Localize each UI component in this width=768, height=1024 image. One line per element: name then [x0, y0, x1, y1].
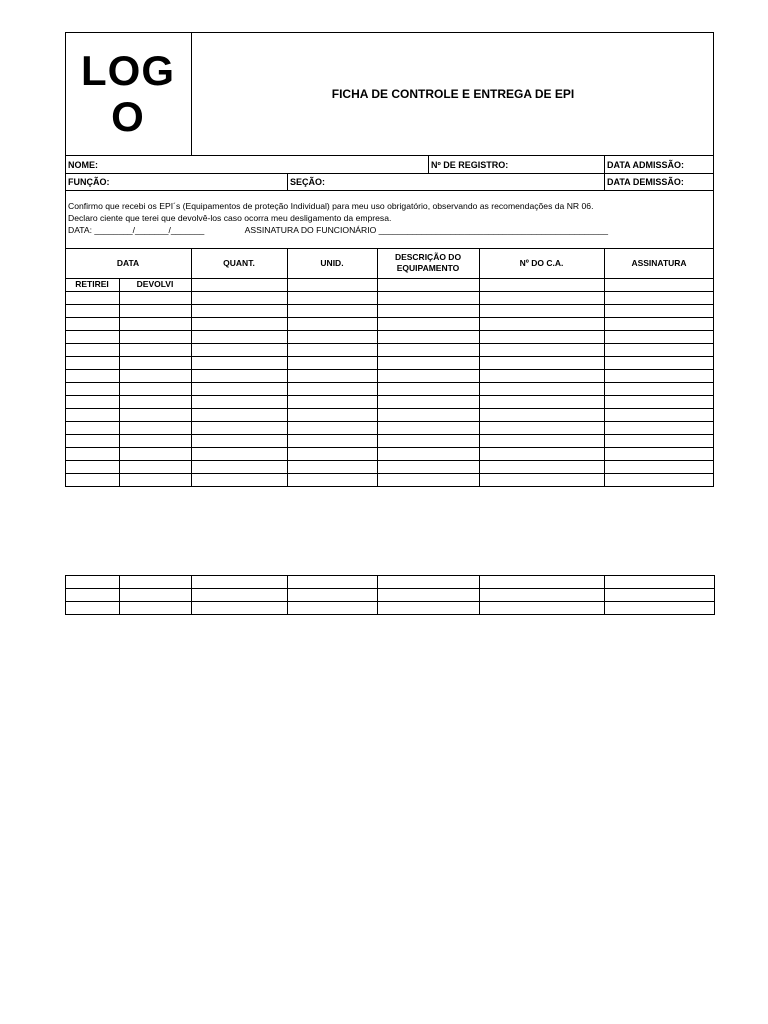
col-header-unid: UNID.: [320, 257, 344, 268]
table-cell[interactable]: [605, 576, 715, 589]
table-row[interactable]: [65, 395, 714, 396]
form-title: FICHA DE CONTROLE E ENTREGA DE EPI: [192, 32, 714, 156]
table-cell[interactable]: [480, 576, 605, 589]
table-cell[interactable]: [120, 602, 192, 615]
divider: [191, 248, 192, 487]
col-subheader-devolvi: DEVOLVI: [136, 279, 174, 289]
signature-blank[interactable]: ASSINATURA DO FUNCIONÁRIO ________________________________________________: [244, 225, 609, 235]
declaration-signature-line: [68, 224, 708, 236]
divider: [377, 248, 378, 487]
table-cell[interactable]: [378, 589, 480, 602]
table-row[interactable]: [65, 447, 714, 448]
logo-placeholder: [65, 32, 192, 156]
table-row[interactable]: [65, 369, 714, 370]
table-row[interactable]: [66, 576, 715, 589]
table-cell[interactable]: [480, 602, 605, 615]
table-cell[interactable]: [192, 602, 288, 615]
col-header-ca: Nº DO C.A.: [519, 257, 564, 268]
table-row[interactable]: [65, 330, 714, 331]
table-row[interactable]: [65, 356, 714, 357]
declaration-line: Declaro ciente que terei que devolvê-los caso ocorra meu desligamento da empresa.: [68, 213, 392, 223]
col-header-quant: QUANT.: [223, 257, 255, 268]
table-cell[interactable]: [378, 602, 480, 615]
divider: [479, 248, 480, 487]
logo-text-line2: O: [111, 92, 145, 140]
table-row[interactable]: [65, 421, 714, 422]
table-cell[interactable]: [66, 589, 120, 602]
table-row[interactable]: [65, 304, 714, 305]
table-cell[interactable]: [192, 589, 288, 602]
table-cell[interactable]: [120, 576, 192, 589]
field-data-demissao[interactable]: DATA DEMISSÃO:: [607, 176, 684, 187]
table-cell[interactable]: [605, 602, 715, 615]
table-row[interactable]: [65, 473, 714, 474]
table-cell[interactable]: [605, 589, 715, 602]
field-funcao[interactable]: FUNÇÃO:: [68, 176, 110, 187]
table-row[interactable]: [65, 434, 714, 435]
table-cell[interactable]: [66, 576, 120, 589]
table-cell[interactable]: [120, 589, 192, 602]
table-row[interactable]: [66, 589, 715, 602]
field-registro[interactable]: Nº DE REGISTRO:: [431, 159, 509, 170]
table-cell[interactable]: [66, 602, 120, 615]
col-subheader-retirei: RETIREI: [75, 279, 109, 289]
field-secao[interactable]: SEÇÃO:: [290, 176, 326, 187]
col-header-data: DATA: [116, 257, 140, 268]
divider: [287, 248, 288, 487]
divider: [65, 190, 714, 191]
table-row[interactable]: [66, 602, 715, 615]
declaration-text: [68, 200, 708, 236]
table-row[interactable]: [65, 343, 714, 344]
table-cell[interactable]: [288, 589, 378, 602]
extra-table: [65, 575, 715, 615]
divider: [604, 248, 605, 487]
table-cell[interactable]: [192, 576, 288, 589]
field-data-admissao[interactable]: DATA ADMISSÃO:: [607, 159, 684, 170]
table-cell[interactable]: [378, 576, 480, 589]
col-header-assinatura: ASSINATURA: [631, 257, 687, 268]
col-header-descricao: DESCRIÇÃO DO EQUIPAMENTO: [394, 252, 462, 273]
table-row[interactable]: [65, 408, 714, 409]
declaration-line: Confirmo que recebi os EPI´s (Equipamentos de proteção Individual) para meu uso obrigatório, observando as recomendações da NR 06.: [68, 201, 594, 211]
field-nome[interactable]: NOME:: [68, 159, 98, 170]
table-row[interactable]: [65, 382, 714, 383]
table-row[interactable]: [65, 291, 714, 292]
date-blank[interactable]: DATA: ________/_______/_______: [68, 225, 205, 235]
table-row[interactable]: [65, 317, 714, 318]
logo-text-line1: LOG: [81, 46, 175, 94]
table-row[interactable]: [65, 460, 714, 461]
table-cell[interactable]: [480, 589, 605, 602]
table-cell[interactable]: [288, 576, 378, 589]
table-cell[interactable]: [288, 602, 378, 615]
